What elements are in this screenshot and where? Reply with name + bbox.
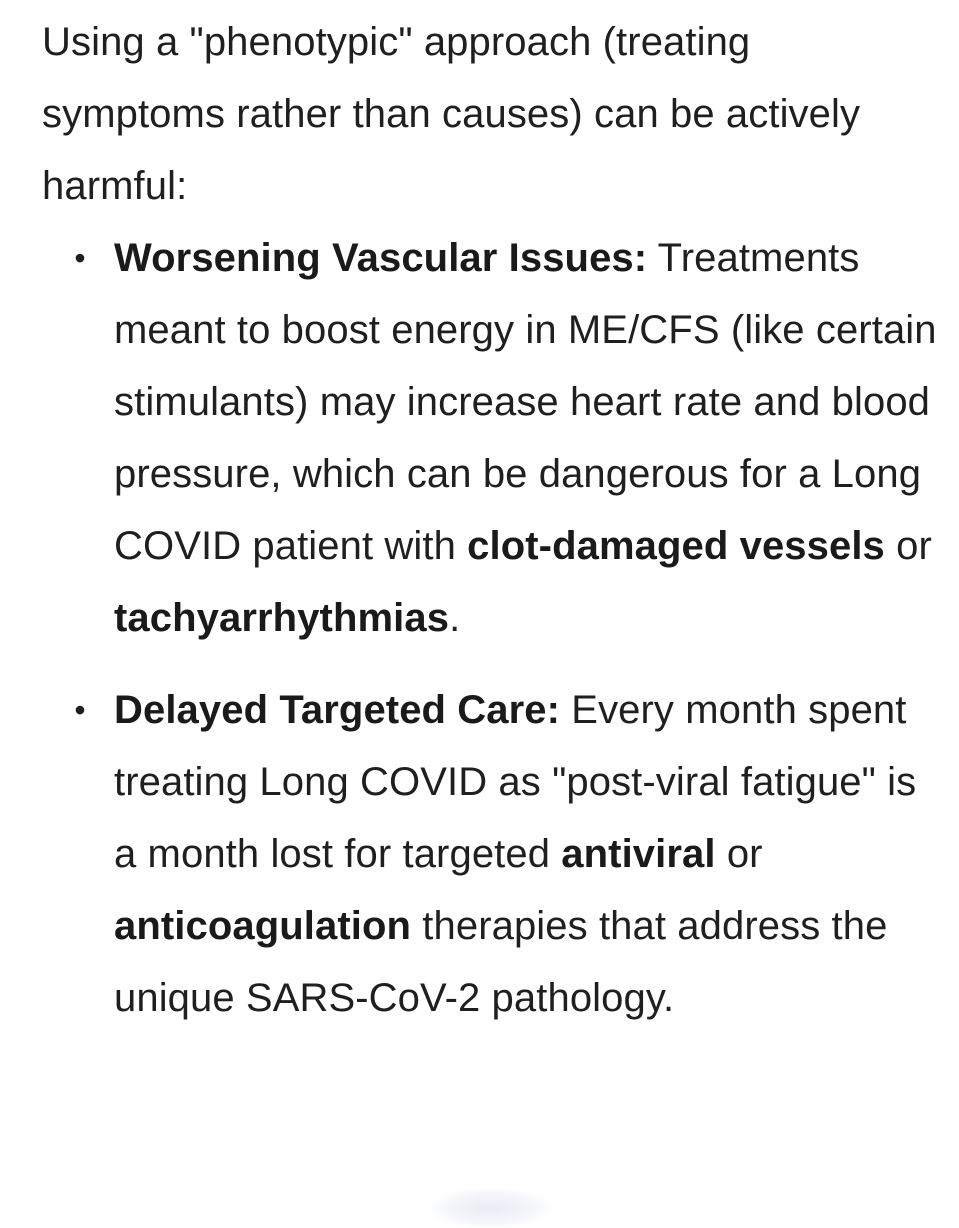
bullet-text: or [884, 524, 932, 568]
bullet-heading: Delayed Targeted Care: [114, 688, 561, 732]
list-item [42, 674, 942, 1034]
bullet-list [42, 222, 942, 1034]
bullet-heading: Worsening Vascular Issues: [114, 236, 648, 280]
bullet-text: therapies that address the unique SARS-CoV-2 pathology. [114, 904, 888, 1020]
document-body [42, 6, 942, 1034]
list-item [42, 222, 942, 654]
bullet-emphasis: clot-damaged vessels [467, 524, 885, 568]
scroll-indicator [430, 1188, 550, 1228]
bullet-text: Every month spent treating Long COVID as "post-viral fatigue" is a month lost for targeted [114, 688, 917, 876]
bullet-dot-icon: • [74, 240, 86, 276]
bullet-emphasis: antiviral [561, 832, 716, 876]
bullet-emphasis: anticoagulation [114, 904, 412, 948]
intro-paragraph: Using a "phenotypic" approach (treating symptoms rather than causes) can be actively harmful: [42, 20, 861, 208]
bullet-text: . [449, 596, 461, 640]
bullet-dot-icon: • [74, 692, 86, 728]
bullet-text: Treatments meant to boost energy in ME/CFS (like certain stimulants) may increase heart rate and blood pressure, which can be dangerous for a Long COVID patient with [114, 236, 937, 568]
bullet-emphasis: tachyarrhythmias [114, 596, 450, 640]
bullet-text: or [715, 832, 763, 876]
